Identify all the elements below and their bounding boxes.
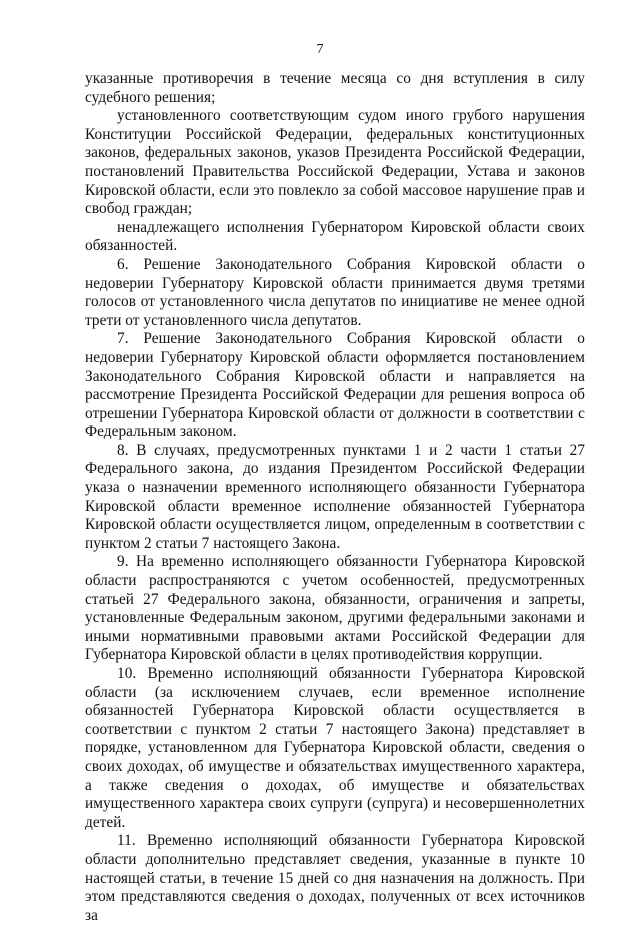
- paragraph-item-8: 8. В случаях, предусмотренных пунктами 1 и 2 части 1 статьи 27 Федерального закона, до издания Президентом Российской Федерации указа о назначении временного исполняющего обязанности Губернатора Кировской области временное исполнение обязанностей Губернатора Кировской области осуществляется лицом, определенным в соответствии с пунктом 2 статьи 7 настоящего Закона.: [85, 441, 585, 552]
- paragraph-continuation: указанные противоречия в течение месяца со дня вступления в силу судебного решения;: [85, 70, 585, 106]
- paragraph-item-11: 11. Временно исполняющий обязанности Губернатора Кировской области дополнительно представляет сведения, указанные в пункте 10 настоящей статьи, в течение 15 дней со дня назначения на должность. При этом представляются сведения о доходах, полученных от всех источников за: [85, 832, 585, 924]
- paragraph-item-10: 10. Временно исполняющий обязанности Губернатора Кировской области (за исключением случаев, если временное исполнение обязанностей Губернатора Кировской области осуществляется в соответствии с пунктом 2 статьи 7 настоящего Закона) представляет в порядке, установленном для Губернатора Кировской области, сведения о своих доходах, об имуществе и обязательствах имущественного характера, а также сведения о доходах, об имуществе и обязательствах имущественного характера своих супруги (супруга) и несовершеннолетних детей.: [85, 665, 585, 831]
- paragraph-item-9: 9. На временно исполняющего обязанности Губернатора Кировской области распространяются с учетом особенностей, предусмотренных статьей 27 Федерального закона, обязанности, ограничения и запреты, установленные Федеральным законом, другими федеральными законами и иными нормативными правовыми актами Российской Федерации для Губернатора Кировской области в целях противодействия коррупции.: [85, 553, 585, 664]
- document-body: [85, 70, 585, 925]
- paragraph-improper-performance: ненадлежащего исполнения Губернатором Кировской области своих обязанностей.: [85, 218, 585, 255]
- paragraph-violation-clause: установленного соответствующим судом иного грубого нарушения Конституции Российской Федерации, федеральных конституционных законов, федеральных законов, указов Президента Российской Федерации, постановлений Правительства Российской Федерации, Устава и законов Кировской области, если это повлекло за собой массовое нарушение прав и свобод граждан;: [85, 107, 585, 218]
- paragraph-item-7: 7. Решение Законодательного Собрания Кировской области о недоверии Губернатору Кировской области оформляется постановлением Законодательного Собрания Кировской области и направляется на рассмотрение Президента Российской Федерации для решения вопроса об отрешении Губернатора Кировской области от должности в соответствии с Федеральным законом.: [85, 330, 585, 441]
- page-number: 7: [316, 42, 324, 57]
- paragraph-item-6: 6. Решение Законодательного Собрания Кировской области о недоверии Губернатору Кировской области принимается двумя третями голосов от установленного числа депутатов по инициативе не менее одной трети от установленного числа депутатов.: [85, 255, 585, 329]
